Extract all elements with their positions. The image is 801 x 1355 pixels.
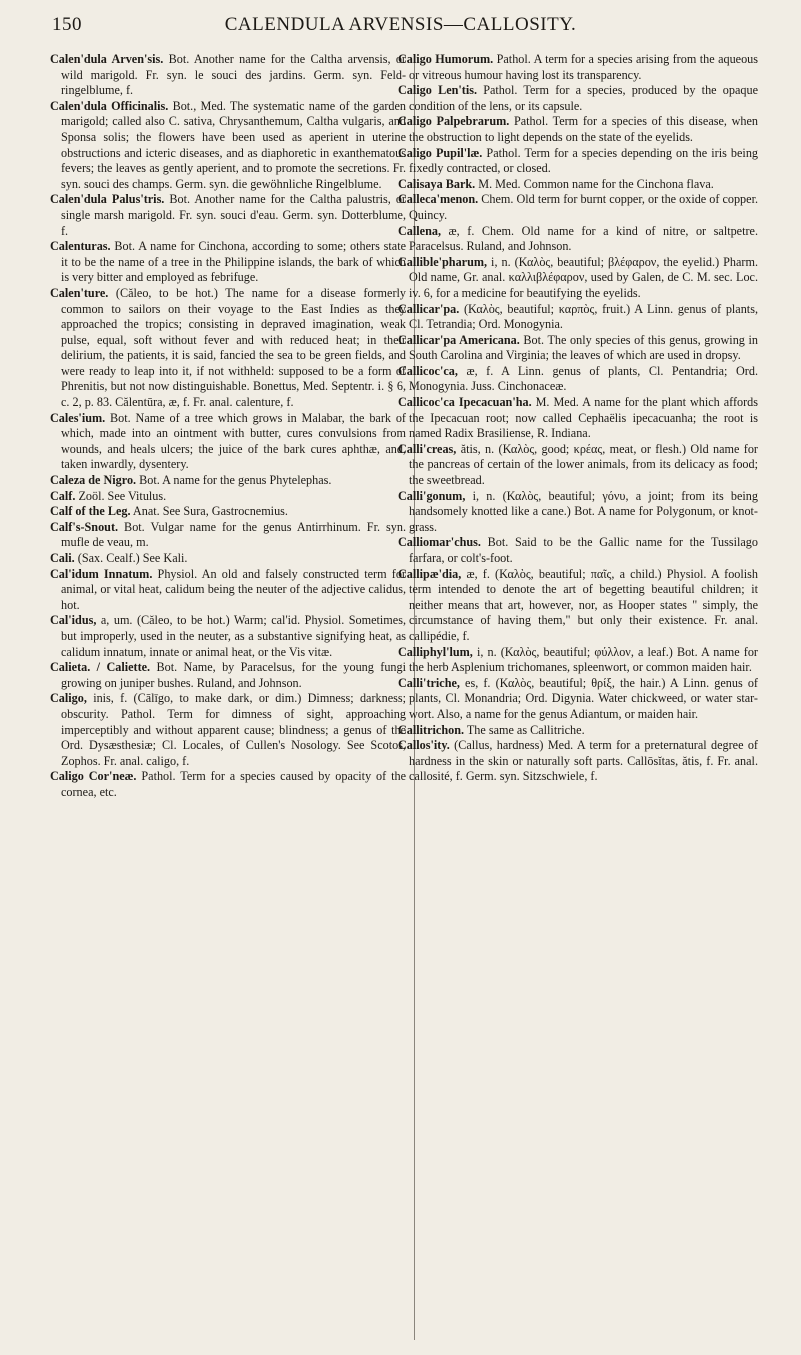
entry-definition: es, f. (Καλὸς, beautiful; θρίξ, the hair.) A Linn. genus of plants, Cl. Monandria; Ord. Digynia. Water chickweed, or water star-wort. Also, a name for the genus Adiantum, or maiden hair. (409, 675, 758, 721)
dictionary-entry (50, 239, 406, 286)
entry-definition: ătis, n. (Καλὸς, good; κρέας, meat, or flesh.) Old name for the pancreas of certain of the lower animals, from its delicacy as food; the sweetbread. (409, 441, 758, 488)
page-number: 150 (52, 14, 82, 35)
entry-headword: Calen'dula Officinalis. (50, 98, 169, 113)
dictionary-entry (398, 364, 758, 395)
dictionary-entry (50, 489, 406, 505)
entry-definition: i, n. (Καλὸς, beautiful; γόνυ, a joint; from its being handsomely knotted like a cane.) Bot. A name for Polygonum, or knot-grass. (409, 488, 758, 534)
dictionary-entry (50, 769, 406, 800)
dictionary-entry (50, 613, 406, 660)
entry-definition: Bot. Name of a tree which grows in Malabar, the bark of which, made into an ointment with butter, cures convulsions from wounds, and heals ulcers; the juice of the bark cures aphthæ, and, taken inwardly, dysentery. (61, 410, 406, 472)
entry-definition: (Căleo, to be hot.) The name for a disease formerly common to sailors on their voyage to the East Indies as they approached the tropics; consisting in depraved imagination, weak pulse, equal, soft without fever and with reduced heat; in their delirium, the patients, it is said, fancied the sea to be green fields, and were ready to leap into it, if not withheld: supposed to be a form of Phrenitis, but not now distinguishable. Bonettus, Med. Septentr. i. § 6, c. 2, p. 83. Călentūra, æ, f. Fr. anal. calenture, f. (61, 285, 406, 410)
entry-definition: Bot. A name for the genus Phytelephas. (136, 473, 332, 488)
dictionary-entry (398, 567, 758, 645)
entry-headword: Caleza de Nigro. (50, 473, 137, 488)
entry-headword: Calliomar'chus. (398, 535, 481, 550)
entry-definition: Physiol. An old and falsely constructed term for animal, or vital heat, calidum being the neuter of the adjective calidus, hot. (61, 566, 406, 612)
entry-definition: (Sax. Cealf.) See Kali. (74, 551, 188, 565)
entry-definition: æ, f. Chem. Old name for a kind of nitre, or saltpetre. Paracelsus. Ruland, and Johnson. (409, 223, 758, 254)
dictionary-entry (398, 333, 758, 364)
entry-definition: Pathol. Term for a species of this disease, when the obstruction to light depends on the state of the eyelids. (409, 114, 758, 144)
dictionary-entry (50, 99, 406, 193)
dictionary-entry (398, 177, 758, 193)
entry-headword: Callipæ'dia, (398, 566, 462, 581)
entry-headword: Cali. (50, 551, 75, 565)
dictionary-entry (50, 520, 406, 551)
entry-definition: M. Med. Common name for the Cinchona flava. (475, 176, 714, 191)
entry-definition: Anat. See Sura, Gastrocnemius. (130, 504, 288, 519)
dictionary-entry (398, 114, 758, 145)
dictionary-entry (398, 224, 758, 255)
entry-headword: Callicoc'ca, (398, 363, 458, 378)
dictionary-entry (398, 676, 758, 723)
entry-definition: Pathol. A term for a species arising from the aqueous or vitreous humour having lost its transparency. (409, 52, 758, 82)
entry-headword: Cal'idus, (50, 613, 97, 628)
entry-headword: Calf of the Leg. (50, 504, 131, 519)
entry-headword: Callicoc'ca Ipecacuan'ha. (398, 395, 532, 410)
dictionary-entry (50, 551, 406, 567)
entry-headword: Callicar'pa. (398, 301, 460, 316)
dictionary-entry (50, 192, 406, 239)
entry-definition: Bot. A name for Cinchona, according to some; others state it to be the name of a tree in the Philippine islands, the bark of which is very bitter and employed as febrifuge. (61, 239, 406, 285)
dictionary-entry (398, 52, 758, 83)
entry-headword: Calleca'menon. (398, 192, 479, 207)
entry-headword: Callible'pharum, (398, 254, 488, 269)
entry-definition: Bot. The only species of this genus, growing in South Carolina and Virginia; the leaves of which are used in dropsy. (409, 332, 758, 363)
entry-headword: Callena, (398, 223, 441, 238)
right-column (398, 52, 758, 1342)
entry-definition: M. Med. A name for the plant which affords the Ipecacuan root; now called Cephaëlis ipecacuanha; the root is named Radix Brasiliense, R. Indiana. (409, 395, 758, 441)
dictionary-entry (398, 645, 758, 676)
entry-headword: Calliphyl'lum, (398, 644, 473, 659)
entry-headword: Caligo Pupil'læ. (398, 145, 483, 160)
entry-headword: Cal'idum Innatum. (50, 566, 153, 581)
entry-headword: Callos'ity. (398, 738, 450, 753)
dictionary-entry (398, 738, 758, 785)
dictionary-entry (50, 52, 406, 99)
dictionary-entry (398, 723, 758, 739)
entry-headword: Calisaya Bark. (398, 176, 476, 191)
dictionary-entry (50, 286, 406, 411)
entry-definition: (Καλὸς, beautiful; καρπὸς, fruit.) A Linn. genus of plants, Cl. Tetrandia; Ord. Monogynia. (409, 301, 758, 332)
entry-headword: Calli'triche, (398, 675, 460, 690)
entry-definition: Bot. Name, by Paracelsus, for the young fungi growing on juniper bushes. Ruland, and Johnson. (61, 660, 406, 690)
entry-definition: (Callus, hardness) Med. A term for a preternatural degree of hardness in the skin or naturally soft parts. Callōsĭtas, ătis, f. Fr. anal. callosité, f. Germ. syn. Sitzschwiele, f. (409, 738, 758, 784)
entry-headword: Caligo Humorum. (398, 52, 494, 66)
entry-definition: Bot. Another name for the Caltha arvensis, or wild marigold. Fr. syn. le souci des jardins. Germ. syn. Feld-ringelblume, f. (61, 52, 406, 98)
dictionary-entry (398, 83, 758, 114)
entry-headword: Caligo Cor'neæ. (50, 769, 137, 784)
entry-headword: Callitrichon. (398, 722, 465, 737)
dictionary-entry (50, 504, 406, 520)
entry-headword: Calf. (50, 488, 76, 503)
entry-headword: Calenturas. (50, 239, 111, 254)
entry-headword: Calf's-Snout. (50, 519, 119, 534)
entry-definition: The same as Callitriche. (464, 722, 585, 737)
page-header (40, 14, 761, 40)
dictionary-entry (398, 489, 758, 536)
entry-definition: æ, f. A Linn. genus of plants, Cl. Pentandria; Ord. Monogynia. Juss. Cinchonaceæ. (409, 363, 758, 394)
entry-definition: æ, f. (Καλὸς, beautiful; παῖς, a child.) Physiol. A foolish term intended to denote the art of begetting beautiful children; it neither means that art, however, nor, as Hooper states " simply, the circumstance of having them," but only their existence. Fr. anal. callipédie, f. (409, 566, 758, 643)
dictionary-entry (50, 411, 406, 473)
entry-headword: Calieta. / Caliette. (50, 660, 151, 675)
dictionary-entry (50, 473, 406, 489)
entry-definition: i, n. (Καλὸς, beautiful; φύλλον, a leaf.) Bot. A name for the herb Asplenium trichomanes, spleenwort, or common maiden hair. (409, 644, 758, 675)
dictionary-entry (398, 255, 758, 302)
dictionary-entry (398, 395, 758, 442)
entry-definition: Pathol. Term for a species caused by opacity of the cornea, etc. (61, 769, 406, 799)
entry-headword: Calen'dula Palus'tris. (50, 192, 165, 207)
entry-definition: Bot. Vulgar name for the genus Antirrhinum. Fr. syn. mufle de veau, m. (61, 519, 406, 550)
dictionary-entry (398, 146, 758, 177)
entry-definition: Chem. Old term for burnt copper, or the oxide of copper. Quincy. (409, 192, 758, 222)
entry-headword: Calli'gonum, (398, 488, 466, 503)
dictionary-entry (398, 535, 758, 566)
entry-definition: inis, f. (Cālīgo, to make dark, or dim.) Dimness; darkness; obscurity. Pathol. Term for dimness of sight, approaching imperceptibly and without apparent cause; blindness; a genus of the Ord. Dysæsthesiæ; Cl. Locales, of Cullen's Nosology. See Scotos, Zophos. Fr. anal. caligo, f. (61, 691, 406, 768)
entry-headword: Caligo Len'tis. (398, 83, 478, 98)
dictionary-entry (50, 691, 406, 769)
dictionary-entry (398, 302, 758, 333)
entry-definition: i, n. (Καλὸς, beautiful; βλέφαρον, the eyelid.) Pharm. Old name, Gr. anal. καλλιβλέφαρον, used by Galen, de C. M. sec. Loc. iv. 6, for a medicine for beautifying the eyelids. (409, 254, 758, 300)
entry-headword: Cales'ium. (50, 410, 106, 425)
entry-headword: Caligo, (50, 691, 87, 706)
dictionary-entry (50, 567, 406, 614)
entry-headword: Calli'creas, (398, 441, 457, 456)
dictionary-entry (398, 192, 758, 223)
entry-definition: Bot. Another name for the Caltha palustris, or single marsh marigold. Fr. syn. souci d'eau. Germ. syn. Dotterblume, f. (61, 192, 406, 238)
entry-definition: Zoöl. See Vitulus. (75, 488, 167, 503)
entry-definition: Pathol. Term for a species depending on the iris being fixedly contracted, or closed. (409, 145, 758, 176)
dictionary-entry (50, 660, 406, 691)
entry-definition: Bot., Med. The systematic name of the garden marigold; called also C. sativa, Chrysanthemum, Caltha vulgaris, and Sponsa solis; the flowers have been used as aperient in uterine obstructions and icteric diseases, and as diaphoretic in exanthematous fevers; the leaves as gently aperient, and to promote the secretions. Fr. syn. souci des champs. Germ. syn. die gewöhnliche Ringelblume. (61, 98, 406, 191)
entry-headword: Calen'dula Arven'sis. (50, 52, 164, 66)
dictionary-entry (398, 442, 758, 489)
entry-headword: Calen'ture. (50, 285, 109, 300)
entry-definition: Bot. Said to be the Gallic name for the Tussilago farfara, or colt's-foot. (409, 535, 758, 565)
entry-definition: Pathol. Term for a species, produced by the opaque condition of the lens, or its capsule. (409, 83, 758, 113)
entry-definition: a, um. (Căleo, to be hot.) Warm; cal'id. Physiol. Sometimes, but improperly, used in the neuter, as a substantive signifying heat, as calidum innatum, innate or animal heat, or the Vis vitæ. (61, 613, 406, 659)
entry-headword: Caligo Palpebrarum. (398, 114, 510, 129)
running-title: CALENDULA ARVENSIS—CALLOSITY. (224, 14, 577, 35)
entry-headword: Callicar'pa Americana. (398, 332, 520, 347)
left-column (50, 52, 406, 1342)
